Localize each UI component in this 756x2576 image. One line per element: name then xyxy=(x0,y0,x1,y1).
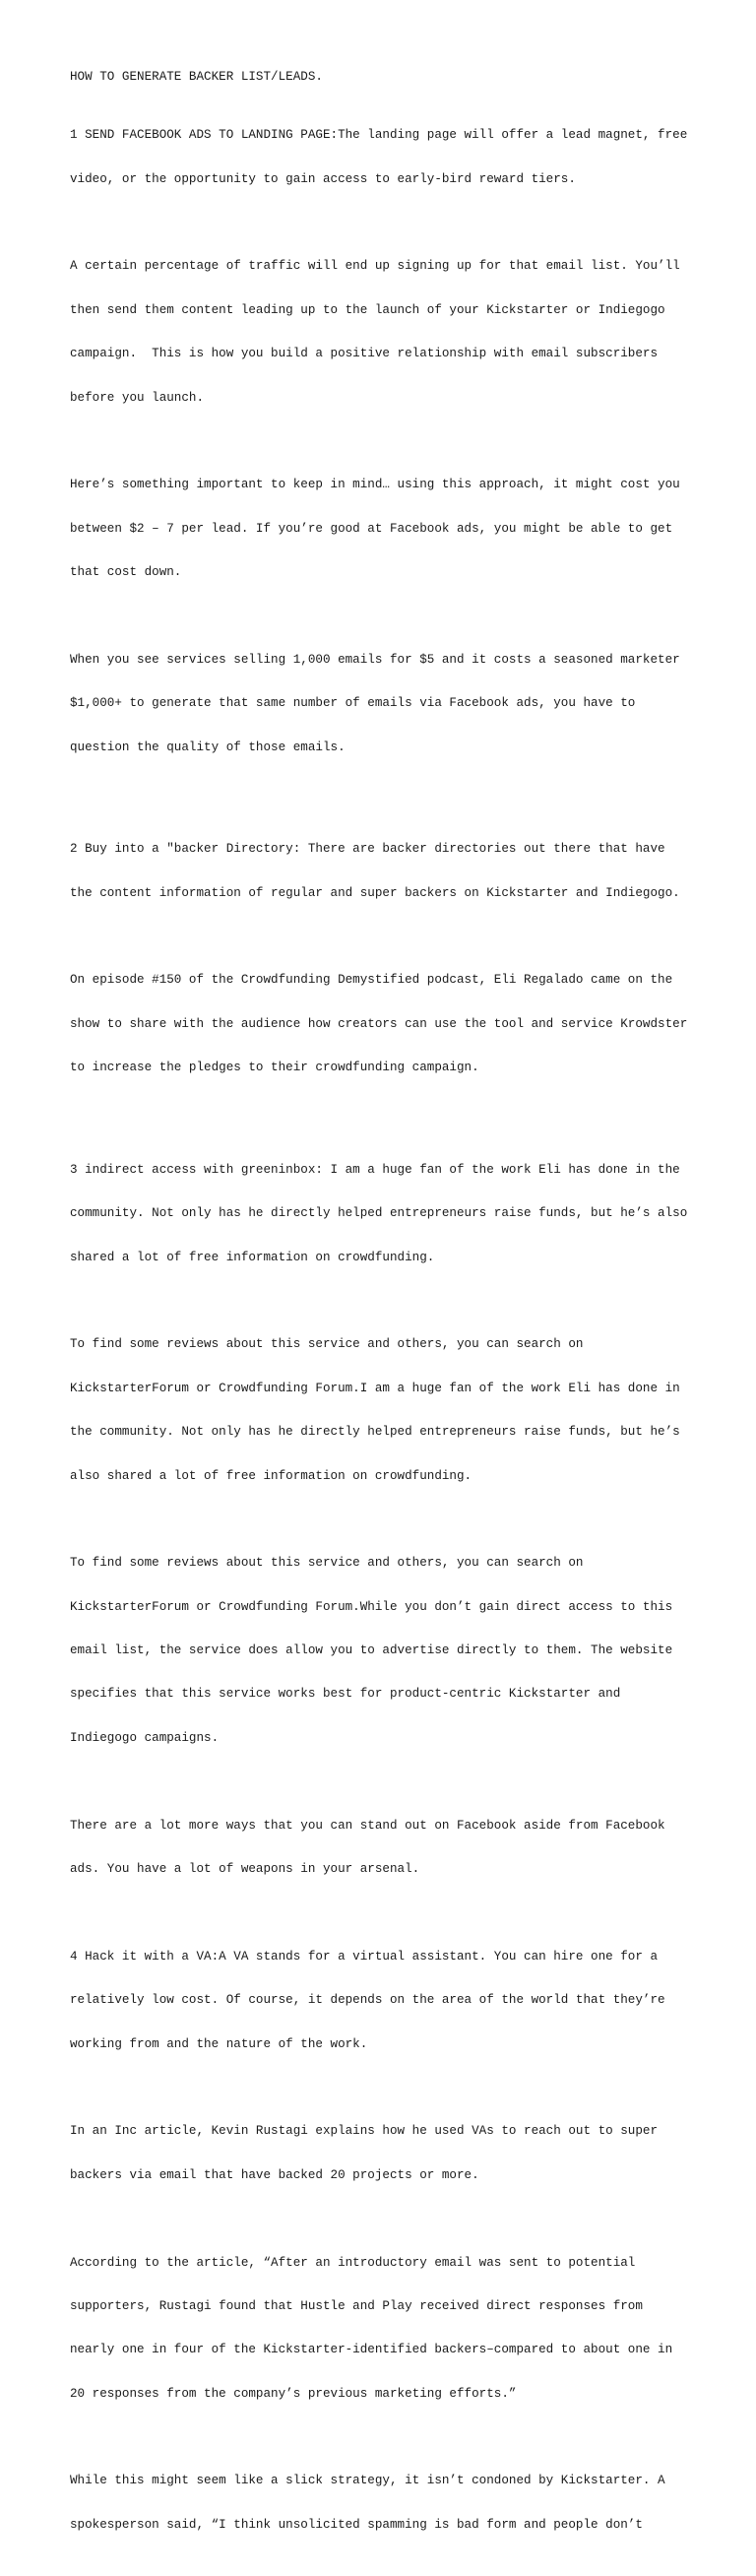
text-line: specifies that this service works best for product-centric Kickstarter and xyxy=(70,1687,621,1702)
paragraph-11 xyxy=(70,1920,700,2081)
text-line: before you launch. xyxy=(70,390,205,405)
paragraph-10 xyxy=(70,1789,700,1905)
text-line: shared a lot of free information on crowdfunding. xyxy=(70,1250,435,1264)
text-line: ads. You have a lot of weapons in your arsenal. xyxy=(70,1862,420,1877)
text-line: the community. Not only has he directly helped entrepreneurs raise funds, but he’s xyxy=(70,1425,680,1440)
text-line: 20 responses from the company’s previous marketing efforts.” xyxy=(70,2386,517,2401)
text-line: Here’s something important to keep in mind… using this approach, it might cost you xyxy=(70,478,680,492)
text-line: On episode #150 of the Crowdfunding Demystified podcast, Eli Regalado came on the xyxy=(70,973,673,988)
text-line: $1,000+ to generate that same number of emails via Facebook ads, you have to xyxy=(70,696,636,711)
text-line: community. Not only has he directly helped entrepreneurs raise funds, but he’s also xyxy=(70,1206,688,1221)
paragraph-6 xyxy=(70,944,700,1105)
text-line: There are a lot more ways that you can stand out on Facebook aside from Facebook xyxy=(70,1818,665,1833)
text-line: question the quality of those emails. xyxy=(70,740,346,754)
text-line: In an Inc article, Kevin Rustagi explains how he used VAs to reach out to super xyxy=(70,2124,659,2139)
text-line: show to share with the audience how creators can use the tool and service Krowdster xyxy=(70,1016,688,1031)
paragraph-5 xyxy=(70,813,700,930)
paragraph-8 xyxy=(70,1309,700,1513)
paragraph-1 xyxy=(70,99,700,216)
document-page xyxy=(70,70,700,2576)
text-line: To find some reviews about this service and others, you can search on xyxy=(70,1337,584,1352)
text-line: then send them content leading up to the launch of your Kickstarter or Indiegogo xyxy=(70,302,665,317)
paragraph-13 xyxy=(70,2226,700,2430)
text-line: the content information of regular and super backers on Kickstarter and Indiegogo. xyxy=(70,885,680,900)
text-line: email list, the service does allow you to advertise directly to them. The website xyxy=(70,1643,673,1658)
text-line: Indiegogo campaigns. xyxy=(70,1730,220,1745)
paragraph-3 xyxy=(70,449,700,610)
text-line: nearly one in four of the Kickstarter-identified backers–compared to about one in xyxy=(70,2343,673,2357)
paragraph-9 xyxy=(70,1527,700,1775)
text-line: 4 Hack it with a VA:A VA stands for a virtual assistant. You can hire one for a xyxy=(70,1949,659,1964)
paragraph-14 xyxy=(70,2445,700,2561)
text-line: 2 Buy into a "backer Directory: There are backer directories out there that have xyxy=(70,842,665,857)
text-line: also shared a lot of free information on crowdfunding. xyxy=(70,1468,472,1483)
paragraph-12 xyxy=(70,2095,700,2212)
text-line: KickstarterForum or Crowdfunding Forum.I am a huge fan of the work Eli has done in xyxy=(70,1381,680,1395)
text-line: relatively low cost. Of course, it depends on the area of the world that they’re xyxy=(70,1993,665,2008)
text-line: 1 SEND FACEBOOK ADS TO LANDING PAGE:The landing page will offer a lead magnet, free xyxy=(70,128,688,143)
text-line: working from and the nature of the work. xyxy=(70,2036,368,2051)
text-line: between $2 – 7 per lead. If you’re good at Facebook ads, you might be able to get xyxy=(70,521,673,536)
text-line: According to the article, “After an introductory email was sent to potential xyxy=(70,2255,636,2270)
text-line: video, or the opportunity to gain access to early-bird reward tiers. xyxy=(70,171,576,186)
text-line: When you see services selling 1,000 emails for $5 and it costs a seasoned marketer xyxy=(70,652,680,667)
text-line: KickstarterForum or Crowdfunding Forum.While you don’t gain direct access to this xyxy=(70,1599,673,1614)
text-line: While this might seem like a slick strategy, it isn’t condoned by Kickstarter. A xyxy=(70,2474,665,2488)
paragraph-7 xyxy=(70,1133,700,1294)
text-line: spokesperson said, “I think unsolicited spamming is bad form and people don’t xyxy=(70,2517,643,2532)
document-title: HOW TO GENERATE BACKER LIST/LEADS. xyxy=(70,70,323,84)
paragraph-2 xyxy=(70,230,700,434)
text-line: that cost down. xyxy=(70,565,182,580)
text-line: A certain percentage of traffic will end up signing up for that email list. You’ll xyxy=(70,259,680,274)
text-line: to increase the pledges to their crowdfunding campaign. xyxy=(70,1061,479,1075)
paragraph-4 xyxy=(70,623,700,784)
text-line: supporters, Rustagi found that Hustle and Play received direct responses from xyxy=(70,2298,643,2313)
text-line: campaign. This is how you build a positive relationship with email subscribers xyxy=(70,347,659,361)
text-line: To find some reviews about this service and others, you can search on xyxy=(70,1556,584,1571)
text-line: 3 indirect access with greeninbox: I am a huge fan of the work Eli has done in the xyxy=(70,1162,680,1177)
text-line: backers via email that have backed 20 projects or more. xyxy=(70,2167,479,2182)
